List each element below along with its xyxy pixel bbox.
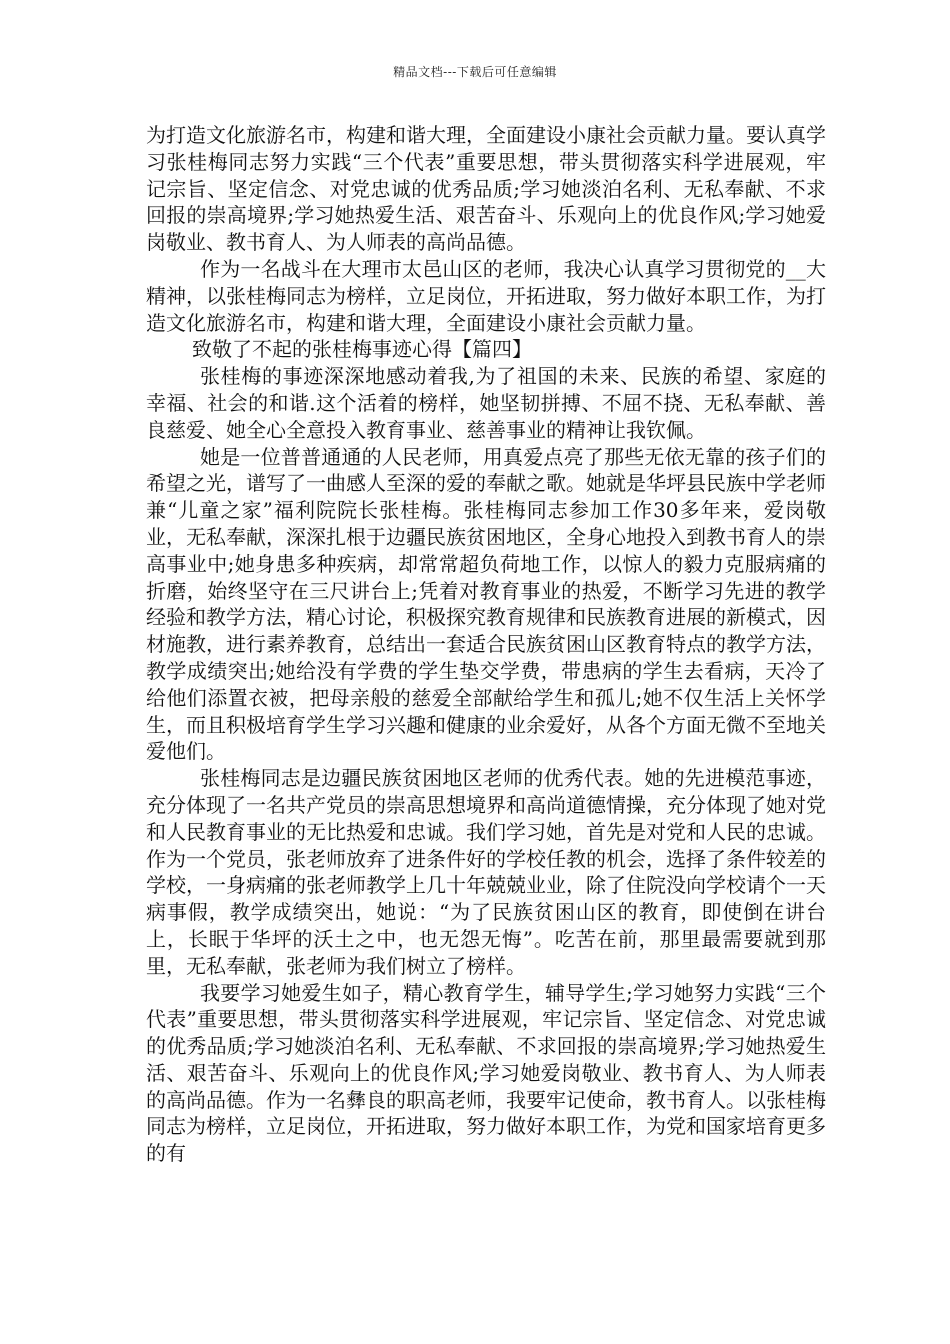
paragraph: 她是一位普普通通的人民老师，用真爱点亮了那些无依无靠的孩子们的希望之光，谱写了一曲感人至深的爱的奉献之歌。她就是华坪县民族中学老师兼“儿童之家”福利院院长张桂梅。张桂梅同志参加工作30多年来，爱岗敬业，无私奉献，深深扎根于边疆民族贫困地区，全身心地投入到教书育人的崇高事业中;她身患多种疾病，却常常超负荷地工作，以惊人的毅力克服病痛的折磨，始终坚守在三尺讲台上;凭着对教育事业的热爱，不断学习先进的教学经验和教学方法，精心讨论，积极探究教育规律和民族教育进展的新模式，因材施教，进行素养教育，总结出一套适合民族贫困山区教育特点的教学方法，教学成绩突出;她给没有学费的学生垫交学费，带患病的学生去看病，天冷了给他们添置衣被，把母亲般的慈爱全部献给学生和孤儿;她不仅生活上关怀学生，而且积极培育学生学习兴趣和健康的业余爱好，从各个方面无微不至地关爱他们。 bbox=[146, 444, 826, 764]
paragraph-continuation: 为打造文化旅游名市，构建和谐大理，全面建设小康社会贡献力量。要认真学习张桂梅同志努力实践“三个代表”重要思想，带头贯彻落实科学进展观，牢记宗旨、坚定信念、对党忠诚的优秀品质;学习她淡泊名利、无私奉献、不求回报的崇高境界;学习她热爱生活、艰苦奋斗、乐观向上的优良作风;学习她爱岗敬业、教书育人、为人师表的高尚品德。 bbox=[146, 123, 826, 255]
page-header: 精品文档---下载后可任意编辑 bbox=[393, 65, 557, 79]
paragraph: 作为一名战斗在大理市太邑山区的老师，我决心认真学习贯彻党的__大精神，以张桂梅同志为榜样，立足岗位，开拓进取，努力做好本职工作，为打造文化旅游名市，构建和谐大理，全面建设小康社会贡献力量。 bbox=[146, 256, 826, 335]
paragraph: 张桂梅的事迹深深地感动着我,为了祖国的未来、民族的希望、家庭的幸福、社会的和谐.这个活着的榜样，她坚韧拼搏、不屈不挠、无私奉献、善良慈爱、她全心全意投入教育事业、慈善事业的精神让我钦佩。 bbox=[146, 364, 826, 442]
document-body bbox=[146, 122, 826, 1167]
paragraph: 我要学习她爱生如子，精心教育学生，辅导学生;学习她努力实践“三个代表”重要思想，带头贯彻落实科学进展观，牢记宗旨、坚定信念、对党忠诚的优秀品质;学习她淡泊名利、无私奉献、不求回报的崇高境界;学习她热爱生活、艰苦奋斗、乐观向上的优良作风;学习她爱岗敬业、教书育人、为人师表的高尚品德。作为一名彝良的职高老师，我要牢记使命，教书育人。以张桂梅同志为榜样，立足岗位，开拓进取，努力做好本职工作，为党和国家培育更多的有 bbox=[146, 980, 826, 1166]
paragraph: 张桂梅同志是边疆民族贫困地区老师的优秀代表。她的先进模范事迹，充分体现了一名共产党员的崇高思想境界和高尚道德情操，充分体现了她对党和人民教育事业的无比热爱和忠诚。我们学习她，首先是对党和人民的忠诚。作为一个党员，张老师放弃了进条件好的学校任教的机会，选择了条件较差的学校，一身病痛的张老师教学上几十年兢兢业业，除了住院没向学校请个一天病事假，教学成绩突出，她说：“为了民族贫困山区的教育，即使倒在讲台上，长眠于华坪的沃土之中，也无怨无悔”。吃苦在前，那里最需要就到那里，无私奉献，张老师为我们树立了榜样。 bbox=[146, 766, 826, 978]
section-heading: 致敬了不起的张桂梅事迹心得【篇四】 bbox=[192, 337, 532, 362]
